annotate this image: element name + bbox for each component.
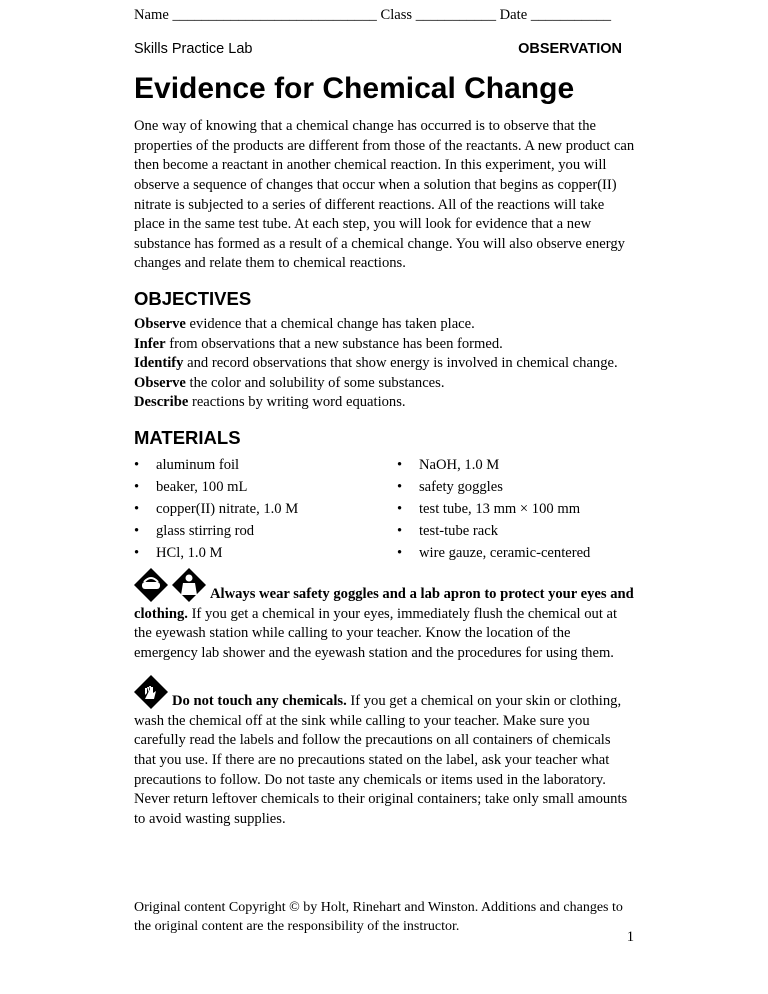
lab-type: Skills Practice Lab [134,40,253,57]
material-item: • test-tube rack [397,520,636,542]
materials-heading: MATERIALS [134,426,241,448]
material-item: • copper(II) nitrate, 1.0 M [134,498,373,520]
copyright-footer: Original content Copyright © by Holt, Rinehart and Winston. Additions and changes to the original content are the responsibility of the instructor. [134,900,623,934]
objective-item: Describe reactions by writing word equations. [134,394,406,411]
objective-item: Identify and record observations that show energy is involved in chemical change. [134,355,618,372]
intro-paragraph: One way of knowing that a chemical change has occurred is to observe that the properties of the products are different from those of the reactants. A new product can then become a reactant in another chemical reaction. In this experiment, you will observe a sequence of changes that occur when a solution that begins as copper(II) nitrate is subjected to a series of different reactions. All of the reactions will take place in the same test tube. At each step, you will look for evidence that a new substance has formed as a result of a chemical change. You will also observe energy changes and relate them to chemical reactions. [134,118,635,272]
materials-list [134,454,636,564]
material-item: • aluminum foil [134,454,373,476]
material-item: • HCl, 1.0 M [134,542,373,564]
objective-item: Observe evidence that a chemical change has taken place. [134,315,475,332]
page-number: 1 [626,929,634,945]
name-class-date-line: Name ____________________________ Class ___________ Date ___________ [134,7,612,23]
material-item: • safety goggles [397,476,636,498]
material-item: • glass stirring rod [134,520,373,542]
material-item: • test tube, 13 mm × 100 mm [397,498,636,520]
page-title: Evidence for Chemical Change [134,72,575,106]
objectives-heading: OBJECTIVES [134,287,252,309]
subheader [134,40,622,60]
lab-category: OBSERVATION [518,40,622,57]
safety-goggles-apron-paragraph: Always wear safety goggles and a lab apron to protect your eyes and clothing. If you get a chemical in your eyes, immediately flush the chemical out at the eyewash station while calling to your teacher. Know the location of the emergency lab shower and the eyewash station and the procedures for using them. [134,568,636,663]
materials-column-right [397,454,636,564]
page-content [134,6,636,829]
objectives-list [134,315,636,413]
objective-item: Observe the color and solubility of some substances. [134,374,445,391]
goggles-icon [134,568,168,602]
safety-chemicals-paragraph: Do not touch any chemicals. If you get a chemical on your skin or clothing, wash the chemical off at the sink while calling to your teacher. Make sure you carefully read the labels and follow the precautions on all containers of chemicals that you use. If there are no precautions stated on the label, ask your teacher what precautions to follow. Do not taste any chemicals or items used in the laboratory. Never return leftover chemicals to their original containers; take only small amounts to avoid wasting supplies. [134,675,636,829]
material-item: • beaker, 100 mL [134,476,373,498]
material-item: • NaOH, 1.0 M [397,454,636,476]
apron-icon [172,568,206,602]
hand-safety-icon [134,675,168,709]
materials-column-left [134,454,373,564]
material-item: • wire gauze, ceramic-centered [397,542,636,564]
objective-item: Infer from observations that a new substance has been formed. [134,335,503,352]
